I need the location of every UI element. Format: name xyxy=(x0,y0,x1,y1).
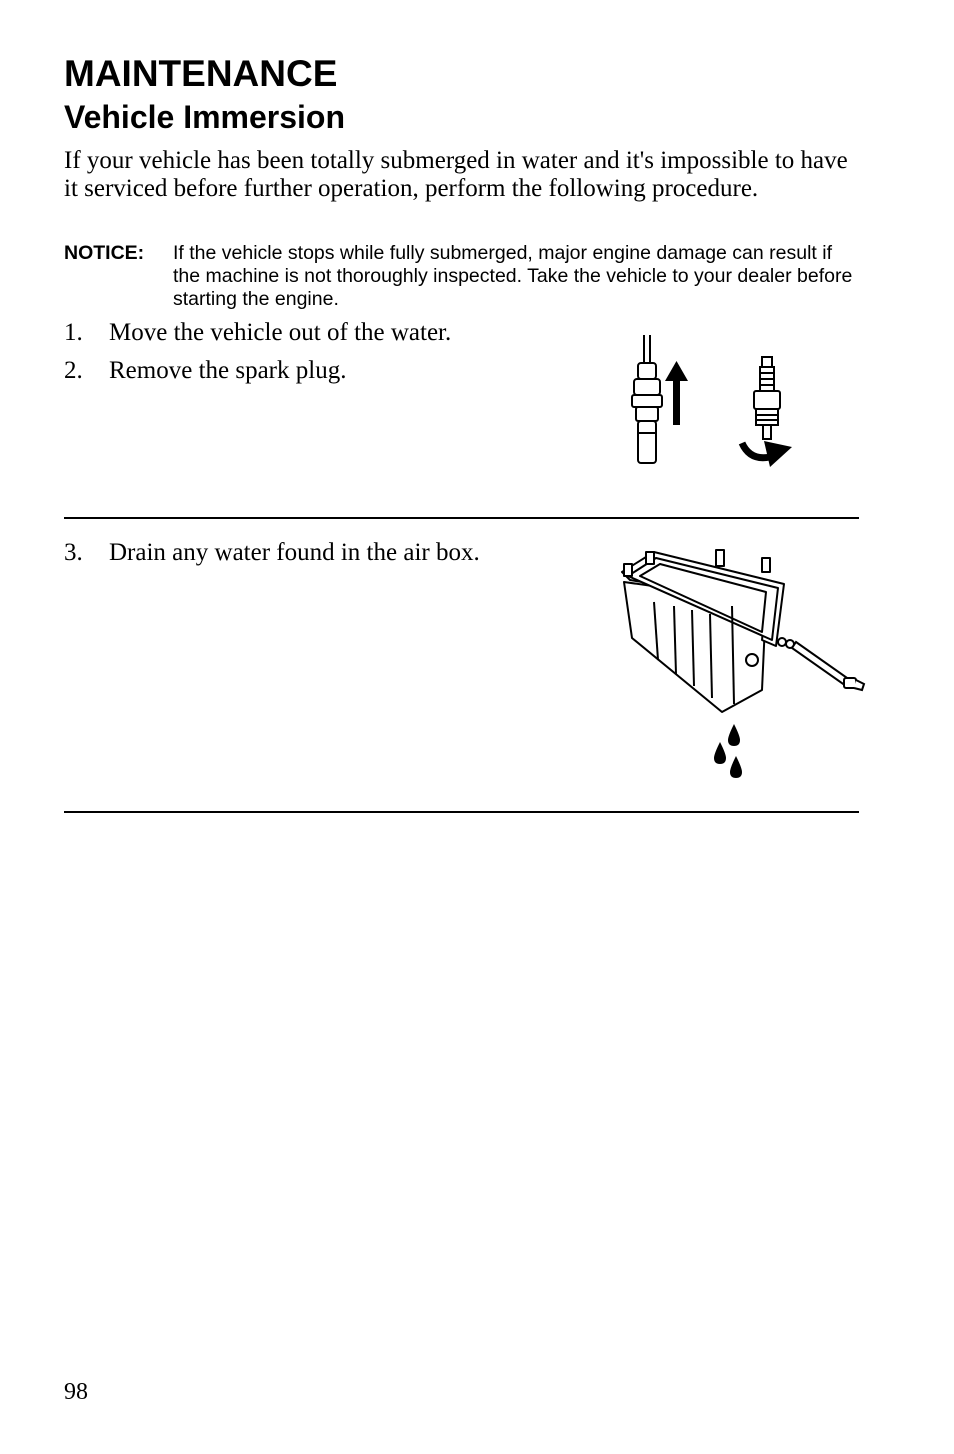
notice-label: NOTICE: xyxy=(64,242,145,264)
notice-text: If the vehicle stops while fully submerged, major engine damage can result if the machine is not thoroughly inspected. Take the vehicle to your dealer before starting the engine. xyxy=(173,242,853,310)
air-box-icon xyxy=(622,550,784,712)
spark-plug-figure xyxy=(620,333,810,475)
step-text: Remove the spark plug. xyxy=(109,357,347,384)
section-divider xyxy=(64,517,859,519)
section-divider xyxy=(64,811,859,813)
subsection-title: Vehicle Immersion xyxy=(64,99,346,135)
step-text: Move the vehicle out of the water. xyxy=(109,319,452,346)
step-number: 3. xyxy=(64,539,83,566)
air-box-figure xyxy=(614,544,866,788)
up-arrow-icon xyxy=(665,361,688,425)
drain-plug-icon xyxy=(778,638,864,690)
section-title: MAINTENANCE xyxy=(64,53,338,94)
spark-plug-cap-icon xyxy=(632,335,662,463)
step-text: Drain any water found in the air box. xyxy=(109,539,480,566)
step-number: 1. xyxy=(64,319,83,346)
step-number: 2. xyxy=(64,357,83,384)
rotate-arrow-icon xyxy=(742,441,792,467)
page-number: 98 xyxy=(64,1379,88,1405)
intro-paragraph: If your vehicle has been totally submerged in water and it's impossible to have it serviced before further operation, perform the following procedure. xyxy=(64,147,848,202)
spark-plug-icon xyxy=(754,357,780,439)
water-drops-icon xyxy=(714,724,742,778)
